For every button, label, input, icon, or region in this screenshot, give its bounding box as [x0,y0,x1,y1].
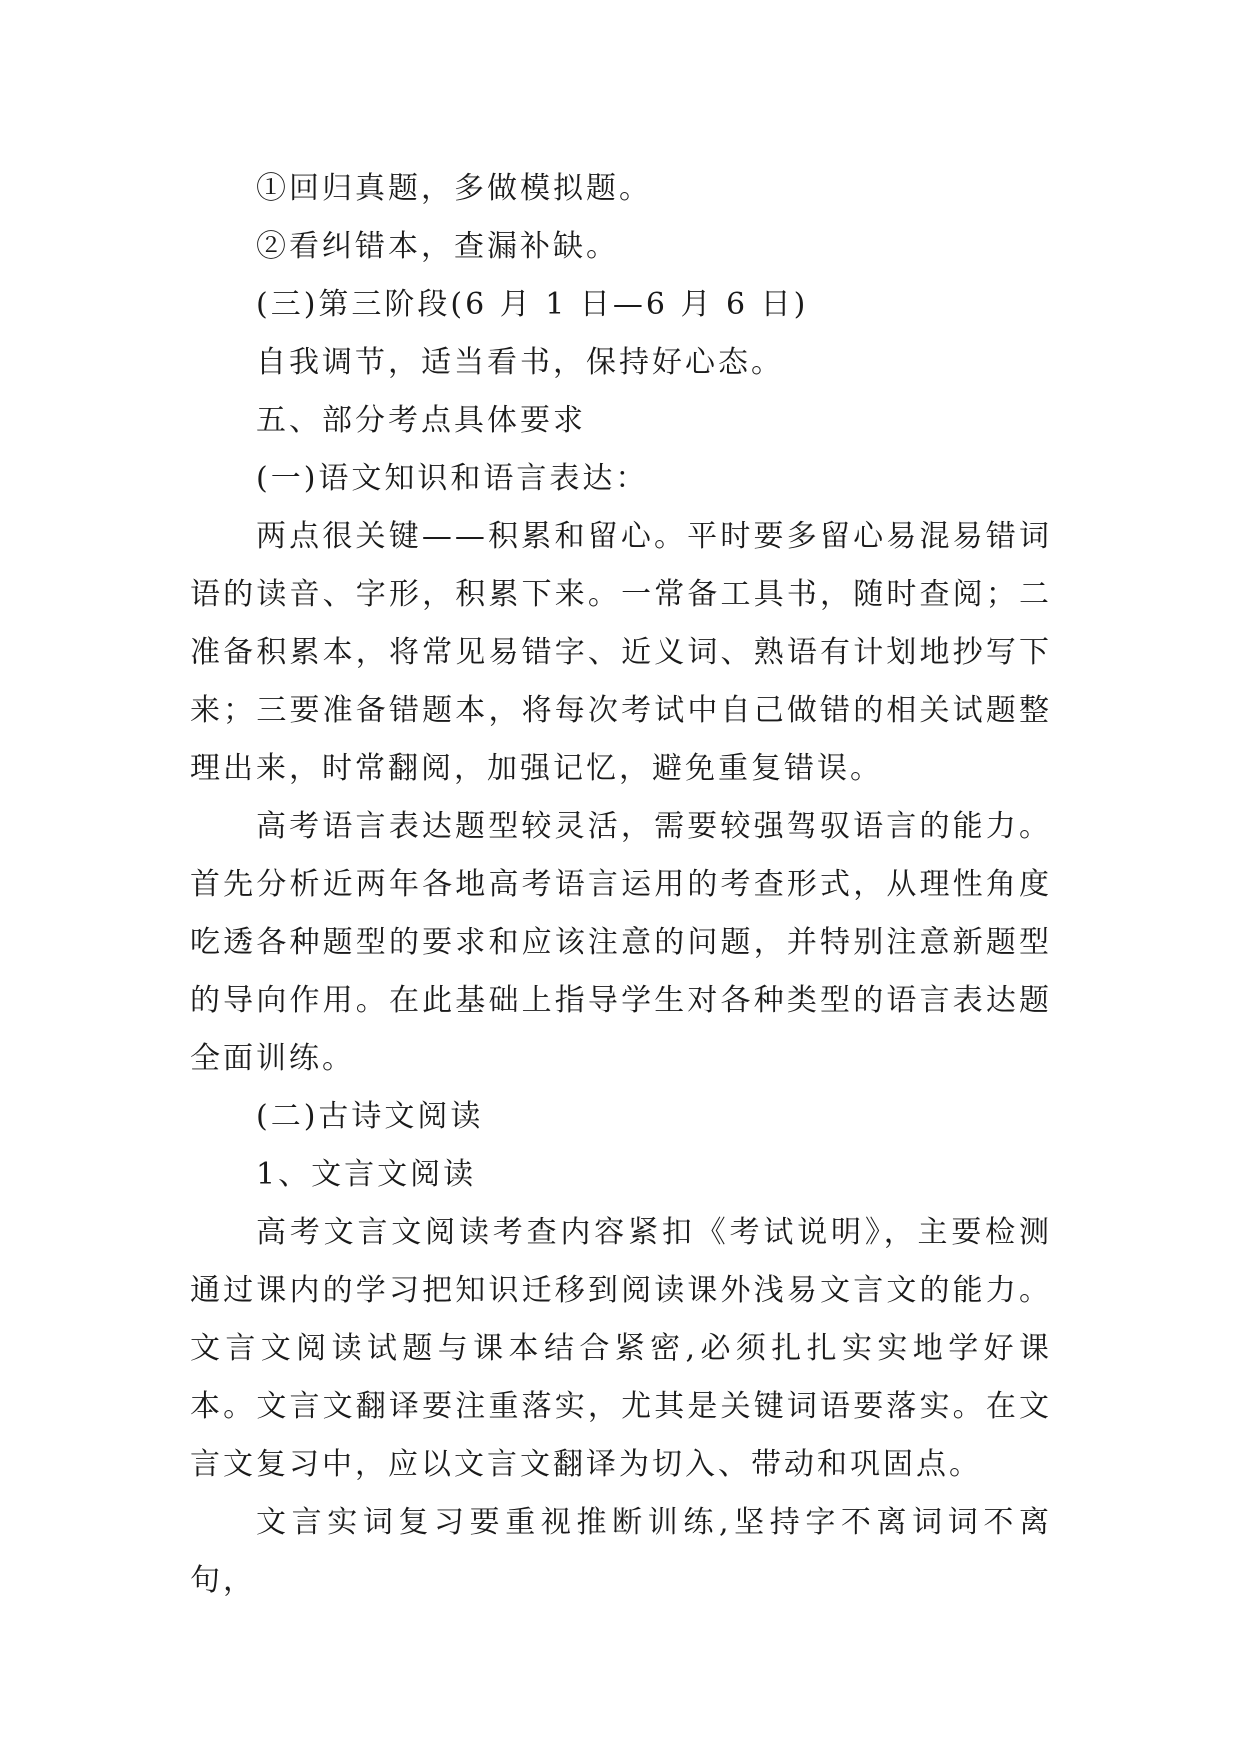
document-page [190,160,1052,1610]
subheading-language-knowledge: (一)语文知识和语言表达： [256,461,649,496]
paragraph-accumulate-and-notice: 两点很关键——积累和留心。平时要多留心易混易错词语的读音、字形，积累下来。一常备工具书，随时查阅；二准备积累本，将常见易错字、近义词、熟语有计划地抄写下来；三要准备错题本，将每次考试中自己做错的相关试题整理出来，时常翻阅，加强记忆，避免重复错误。 [190,519,1052,786]
section-heading-exam-points: 五、部分考点具体要求 [256,403,586,438]
paragraph-review-real-exams: ①回归真题，多做模拟题。 [256,171,652,206]
subheading-classical-reading: (二)古诗文阅读 [256,1099,484,1134]
paragraph-language-expression: 高考语言表达题型较灵活，需要较强驾驭语言的能力。首先分析近两年各地高考语言运用的考查形式，从理性角度吃透各种题型的要求和应该注意的问题，并特别注意新题型的导向作用。在此基础上指导学生对各种类型的语言表达题全面训练。 [190,809,1052,1076]
paragraph-classical-chinese-reading: 高考文言文阅读考查内容紧扣《考试说明》，主要检测通过课内的学习把知识迁移到阅读课外浅易文言文的能力。文言文阅读试题与课本结合紧密,必须扎扎实实地学好课本。文言文翻译要注重落实，尤其是关键词语要落实。在文言文复习中，应以文言文翻译为切入、带动和巩固点。 [190,1215,1052,1482]
paragraph-stage-three-heading: (三)第三阶段(6 月 1 日—6 月 6 日) [256,287,809,322]
paragraph-content-words: 文言实词复习要重视推断训练,坚持字不离词词不离句， [190,1505,1052,1598]
paragraph-self-adjust: 自我调节，适当看书，保持好心态。 [256,345,784,380]
paragraph-error-notebook: ②看纠错本，查漏补缺。 [256,229,619,264]
subheading-classical-chinese: 1、文言文阅读 [256,1157,477,1192]
